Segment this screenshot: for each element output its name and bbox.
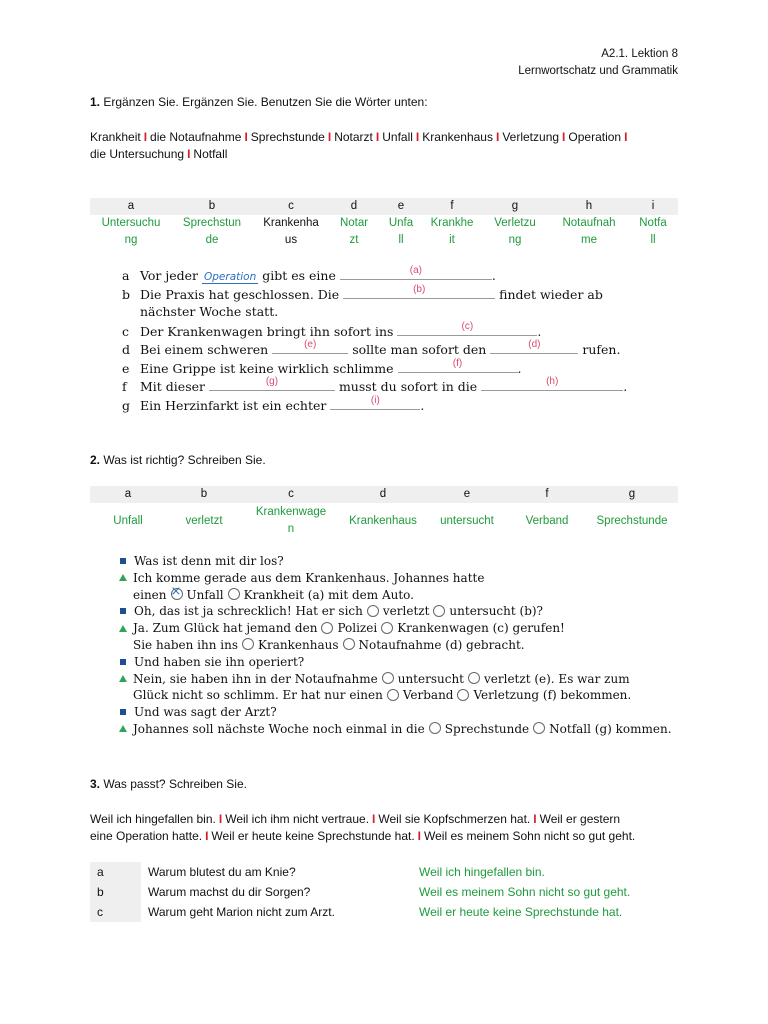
radio-option[interactable] (387, 689, 399, 701)
radio-option[interactable] (433, 605, 445, 617)
task1-word-bank (90, 129, 680, 163)
option: Weil sie Kopfschmerzen hat. (378, 812, 531, 826)
document-header (518, 46, 678, 80)
dialog-line: einen× Unfall Krankheit (a) mit dem Auto. (118, 587, 672, 604)
letter-cell: d (350, 200, 358, 212)
table-row (90, 902, 689, 922)
task2-number: 2. (90, 453, 101, 467)
answer-cell: Unfall (113, 514, 143, 527)
task1-exercise-scan (122, 266, 627, 414)
answer-cell: Sprechstun de (182, 217, 242, 246)
letter-cell: g (511, 200, 519, 212)
dialog-line: Johannes soll nächste Woche noch einmal in die Sprechstunde Notfall (g) kommen. (118, 721, 672, 738)
table-row (90, 882, 689, 902)
answer-cell: Sprechstunde (596, 514, 668, 527)
answer-cell: Unfa ll (388, 217, 414, 246)
task3-table (90, 862, 689, 922)
speaker-b-marker (119, 725, 127, 732)
row-question: Warum machst du dir Sorgen? (148, 885, 311, 899)
row-letter: c (90, 902, 141, 922)
answer-cell: untersucht (440, 514, 494, 527)
exercise-line-e: e Eine Grippe ist keine wirklich schlimme (f) . (122, 357, 522, 376)
exercise-line-g: g Ein Herzinfarkt ist ein echter (i) . (122, 394, 425, 413)
option: Weil ich hingefallen bin. (90, 812, 216, 826)
radio-option[interactable] (382, 672, 394, 684)
task1-number: 1. (90, 95, 101, 109)
row-answer: Weil es meinem Sohn nicht so gut geht. (419, 885, 631, 899)
letter-cell: a (124, 488, 132, 500)
radio-option[interactable] (343, 638, 355, 650)
radio-option[interactable] (367, 605, 379, 617)
radio-option[interactable] (242, 638, 254, 650)
speaker-b-marker (119, 675, 127, 682)
speaker-a-marker (120, 608, 126, 614)
exercise-line-c: c Der Krankenwagen bringt ihn sofort ins (c) . (122, 320, 542, 339)
letter-cell: c (288, 488, 294, 500)
radio-option-checked[interactable] (171, 588, 183, 600)
radio-option[interactable] (429, 722, 441, 734)
row-question: Warum blutest du am Knie? (148, 865, 296, 879)
radio-option[interactable] (381, 622, 393, 634)
task1-answer-table (90, 198, 678, 249)
answer-cell: Notar zt (339, 217, 369, 246)
letter-cell: i (651, 200, 655, 212)
task3-title (90, 777, 247, 791)
task3-number: 3. (90, 777, 101, 791)
letter-cell: g (628, 488, 636, 500)
speaker-a-marker (120, 659, 126, 665)
handwritten-answer: Operation (204, 271, 257, 283)
word: die Notaufnahme (150, 130, 242, 144)
task2-dialog-scan (118, 553, 672, 738)
task1-instruction: Ergänzen Sie. Ergänzen Sie. Benutzen Sie die Wörter unten: (103, 95, 428, 109)
option: Weil er heute keine Sprechstunde hat. (211, 829, 415, 843)
letter-cell: c (288, 200, 294, 212)
answer-cell: verletzt (185, 514, 223, 527)
header-subtitle: Lernwortschatz und Grammatik (518, 65, 678, 77)
answer-cell: Verletzu ng (494, 217, 536, 246)
dialog-line: Ich komme gerade aus dem Krankenhaus. Johannes hatte (118, 570, 672, 587)
speaker-a-marker (120, 558, 126, 564)
letter-cell: d (379, 488, 387, 500)
letter-cell: f (450, 200, 454, 212)
task2-answer-table (90, 486, 678, 539)
word: Sprechstunde (250, 130, 325, 144)
word: Krankenhaus (422, 130, 493, 144)
word: Notarzt (334, 130, 373, 144)
task3-option-bank (90, 811, 680, 845)
word: Notfall (193, 147, 228, 161)
radio-option[interactable] (533, 722, 545, 734)
dialog-line: Und was sagt der Arzt? (118, 704, 672, 721)
radio-option[interactable] (228, 588, 240, 600)
letter-cell: b (200, 488, 208, 500)
speaker-b-marker (119, 625, 127, 632)
letter-cell: b (208, 200, 216, 212)
word: Unfall (382, 130, 413, 144)
task1-title (90, 95, 428, 109)
option: eine Operation hatte. (90, 829, 203, 843)
speaker-b-marker (119, 574, 127, 581)
dialog-line: Glück nicht so schlimm. Er hat nur einen Verband Verletzung (f) bekommen. (133, 688, 632, 703)
answer-cell: Notfa ll (639, 217, 667, 246)
option-bank-line1: Weil ich hingefallen bin. I Weil ich ihm nicht vertraue. I Weil sie Kopfschmerzen hat. I Weil er gestern (90, 812, 621, 826)
letter-row (90, 486, 678, 503)
exercise-line-f: f Mit dieser (g) musst du sofort in die (h) . (122, 376, 628, 394)
dialog-line: Sie haben ihn ins Krankenhaus Notaufnahme (d) gebracht. (133, 637, 525, 652)
speaker-a-marker (120, 709, 126, 715)
dialog-line: Was ist denn mit dir los? (118, 553, 672, 570)
option: Weil ich ihm nicht vertraue. (225, 812, 370, 826)
row-letter: b (90, 882, 141, 902)
answer-cell: Krankenwage n (255, 506, 327, 535)
task2-instruction: Was ist richtig? Schreiben Sie. (103, 453, 266, 467)
exercise-line-b2: nächster Woche statt. (140, 304, 279, 319)
letter-cell: e (397, 200, 405, 212)
letter-cell: h (585, 200, 593, 212)
option-bank-line2: eine Operation hatte. I Weil er heute keine Sprechstunde hat. I Weil es meinem Sohn nicht so gut geht. (90, 829, 636, 843)
dialog-line: Nein, sie haben ihn in der Notaufnahme untersucht verletzt (e). Es war zum (118, 671, 672, 688)
word: Krankheit (90, 130, 141, 144)
answer-row (90, 215, 678, 249)
row-question: Warum geht Marion nicht zum Arzt. (148, 905, 335, 919)
answer-cell: Krankenha us (263, 217, 319, 246)
radio-option[interactable] (321, 622, 333, 634)
task3-instruction: Was passt? Schreiben Sie. (103, 777, 247, 791)
row-letter: a (90, 862, 141, 882)
dialog-line: Oh, das ist ja schrecklich! Hat er sich verletzt untersucht (b)? (118, 603, 672, 620)
answer-cell: Krankhe it (430, 217, 474, 246)
word-bank-line2: die Untersuchung I Notfall (90, 147, 228, 161)
task2-title (90, 453, 266, 467)
answer-row (90, 503, 678, 539)
exercise-line-a: a Vor jeder Operation gibt es eine (a) . (122, 265, 496, 283)
letter-cell: f (545, 488, 549, 500)
option: Weil es meinem Sohn nicht so gut geht. (424, 829, 636, 843)
header-lesson: A2.1. Lektion 8 (601, 48, 678, 60)
exercise-line-b: b Die Praxis hat geschlossen. Die (b) findet wieder ab (122, 283, 603, 302)
table-row (90, 862, 689, 882)
row-answer: Weil er heute keine Sprechstunde hat. (419, 905, 623, 919)
letter-cell: e (463, 488, 471, 500)
row-answer: Weil ich hingefallen bin. (419, 865, 545, 879)
option: Weil er gestern (539, 812, 621, 826)
word: Operation (568, 130, 622, 144)
word: die Untersuchung (90, 147, 185, 161)
answer-cell: Notaufnah me (562, 217, 616, 246)
word-bank-line1: Krankheit I die Notaufnahme I Sprechstunde I Notarzt I Unfall I Krankenhaus I Verletzung I Operation I (90, 130, 628, 144)
word: Verletzung (502, 130, 560, 144)
letter-row (90, 198, 678, 215)
answer-cell: Krankenhaus (349, 514, 417, 527)
answer-cell: Untersuchu ng (101, 217, 161, 246)
exercise-line-d: d Bei einem schweren (e) sollte man sofort den (d) rufen. (122, 339, 621, 357)
answer-cell: Verband (525, 514, 569, 527)
radio-option[interactable] (468, 672, 480, 684)
dialog-line: Ja. Zum Glück hat jemand den Polizei Krankenwagen (c) gerufen! (118, 620, 672, 637)
radio-option[interactable] (457, 689, 469, 701)
dialog-line: Und haben sie ihn operiert? (118, 654, 672, 671)
letter-cell: a (127, 200, 135, 212)
